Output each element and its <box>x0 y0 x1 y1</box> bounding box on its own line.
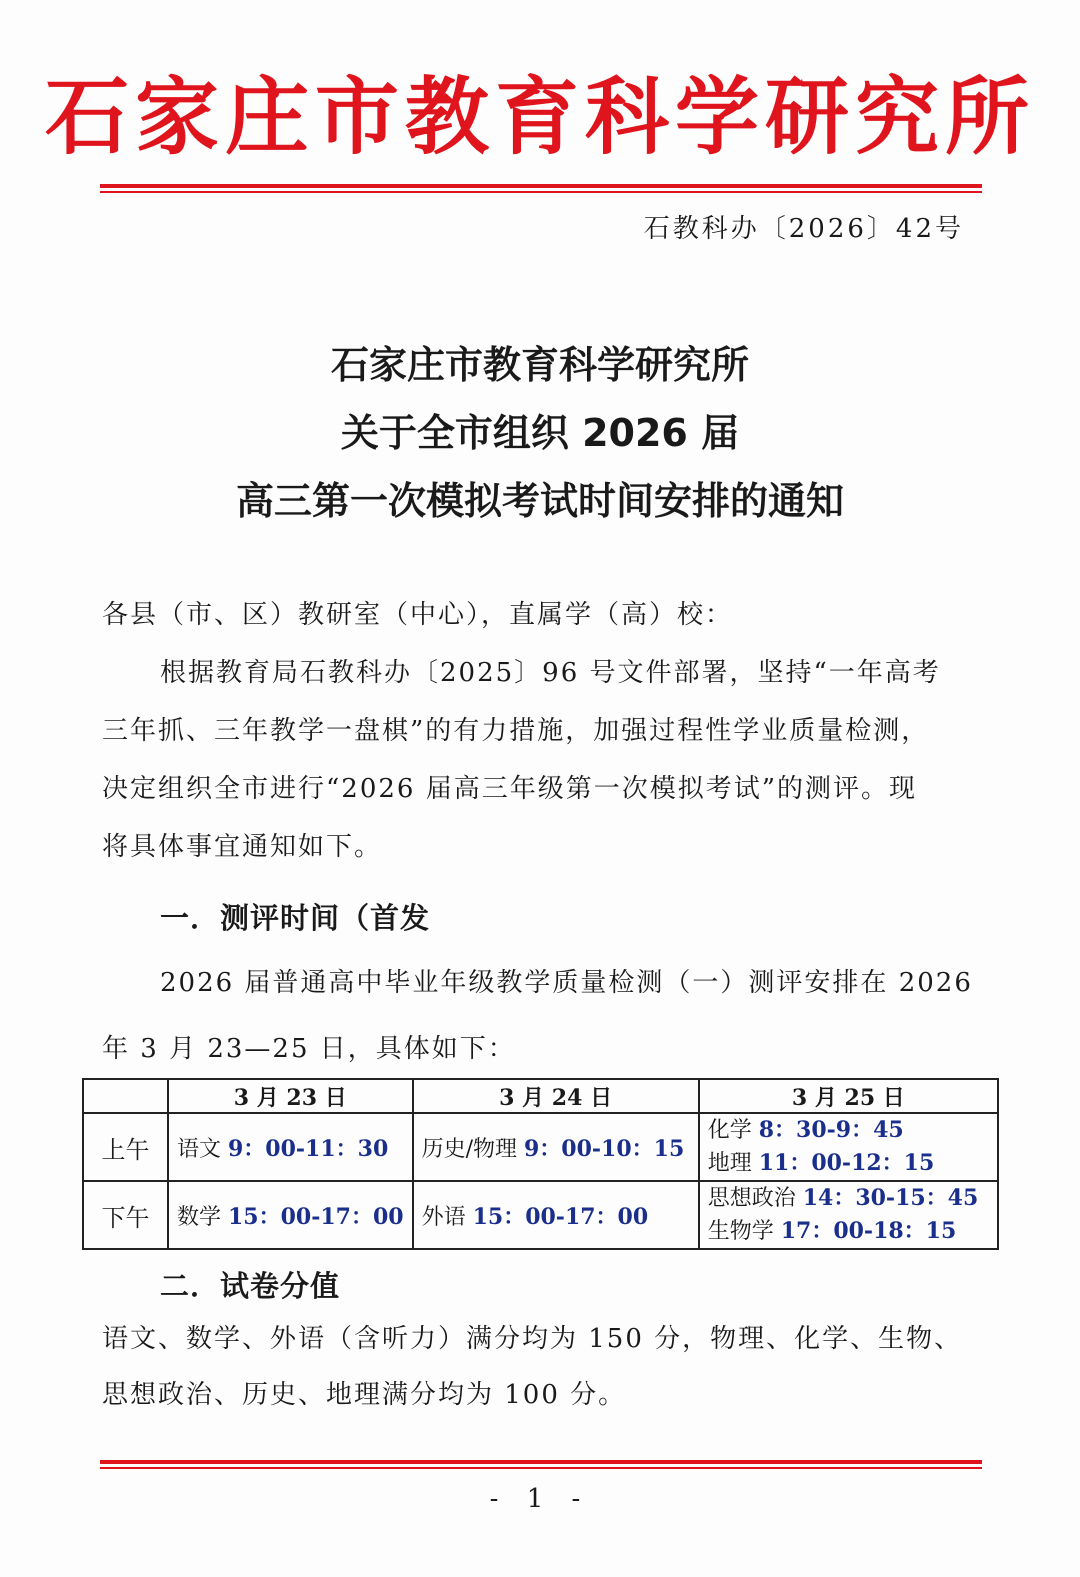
exam-cell <box>168 1181 413 1249</box>
table-header-row <box>83 1079 998 1113</box>
exam-subject: 数学 <box>176 1204 221 1230</box>
intro-line: 根据教育局石教科办〔2025〕96 号文件部署，坚持“一年高考 <box>160 658 941 688</box>
exam-entry <box>708 1215 989 1248</box>
exam-entry <box>708 1114 989 1147</box>
exam-time: 15：00-17：00 <box>227 1203 404 1230</box>
exam-entry <box>708 1147 989 1180</box>
period-label: 下午 <box>83 1181 168 1249</box>
exam-time: 11：00-12：15 <box>758 1150 935 1176</box>
section-2-heading: 二．试卷分值 <box>160 1269 341 1303</box>
exam-subject: 语文 <box>176 1136 221 1162</box>
exam-cell <box>413 1181 699 1249</box>
title-line-1: 石家庄市教育科学研究所 <box>330 343 749 387</box>
section-1-heading: 一．测评时间（首发 <box>160 901 431 935</box>
date-header: 3 月 23 日 <box>168 1079 413 1113</box>
footer-divider <box>100 1460 982 1464</box>
section-1-line: 年 3 月 23—25 日，具体如下： <box>102 1034 516 1064</box>
title-line-2: 关于全市组织 2026 届 <box>340 411 740 455</box>
date-header: 3 月 24 日 <box>413 1079 699 1113</box>
section-2-line: 思想政治、历史、地理满分均为 100 分。 <box>102 1380 627 1410</box>
exam-time: 9：00-10：15 <box>523 1135 685 1162</box>
exam-cell <box>413 1113 699 1181</box>
organization-header: 石家庄市教育科学研究所 <box>44 68 1035 166</box>
exam-schedule-table <box>82 1078 999 1250</box>
table-row <box>83 1181 998 1249</box>
document-number: 石教科办〔2026〕42号 <box>643 214 964 244</box>
exam-subject: 历史/物理 <box>421 1136 517 1162</box>
exam-subject: 地理 <box>707 1151 752 1176</box>
salutation: 各县（市、区）教研室（中心），直属学（高）校： <box>102 600 734 630</box>
page-number: - 1 - <box>489 1484 591 1514</box>
exam-time: 17：00-18：15 <box>780 1218 957 1244</box>
intro-line: 三年抓、三年教学一盘棋”的有力措施，加强过程性学业质量检测， <box>102 716 930 746</box>
exam-time: 9：00-11：30 <box>227 1135 389 1162</box>
exam-entry <box>708 1182 989 1215</box>
exam-cell <box>168 1113 413 1181</box>
period-label: 上午 <box>83 1113 168 1181</box>
exam-cell <box>699 1181 998 1249</box>
intro-line: 将具体事宜通知如下。 <box>102 832 383 862</box>
exam-subject: 化学 <box>707 1118 752 1143</box>
table-row <box>83 1113 998 1181</box>
exam-subject: 生物学 <box>707 1219 774 1244</box>
section-2-line: 语文、数学、外语（含听力）满分均为 150 分，物理、化学、生物、 <box>102 1324 963 1354</box>
exam-cell <box>699 1113 998 1181</box>
exam-time: 15：00-17：00 <box>472 1203 649 1230</box>
header-divider-thin <box>100 191 982 193</box>
table-corner-cell <box>83 1079 168 1113</box>
exam-time: 14：30-15：45 <box>802 1185 979 1211</box>
footer-divider-thin <box>100 1467 982 1469</box>
date-header: 3 月 25 日 <box>699 1079 998 1113</box>
section-1-line: 2026 届普通高中毕业年级教学质量检测（一）测评安排在 2026 <box>160 968 973 998</box>
exam-time: 8：30-9：45 <box>758 1117 904 1143</box>
exam-subject: 外语 <box>421 1204 466 1230</box>
title-line-3: 高三第一次模拟考试时间安排的通知 <box>235 479 844 523</box>
header-divider <box>100 184 982 188</box>
exam-subject: 思想政治 <box>707 1186 796 1211</box>
intro-line: 决定组织全市进行“2026 届高三年级第一次模拟考试”的测评。现 <box>102 774 918 804</box>
